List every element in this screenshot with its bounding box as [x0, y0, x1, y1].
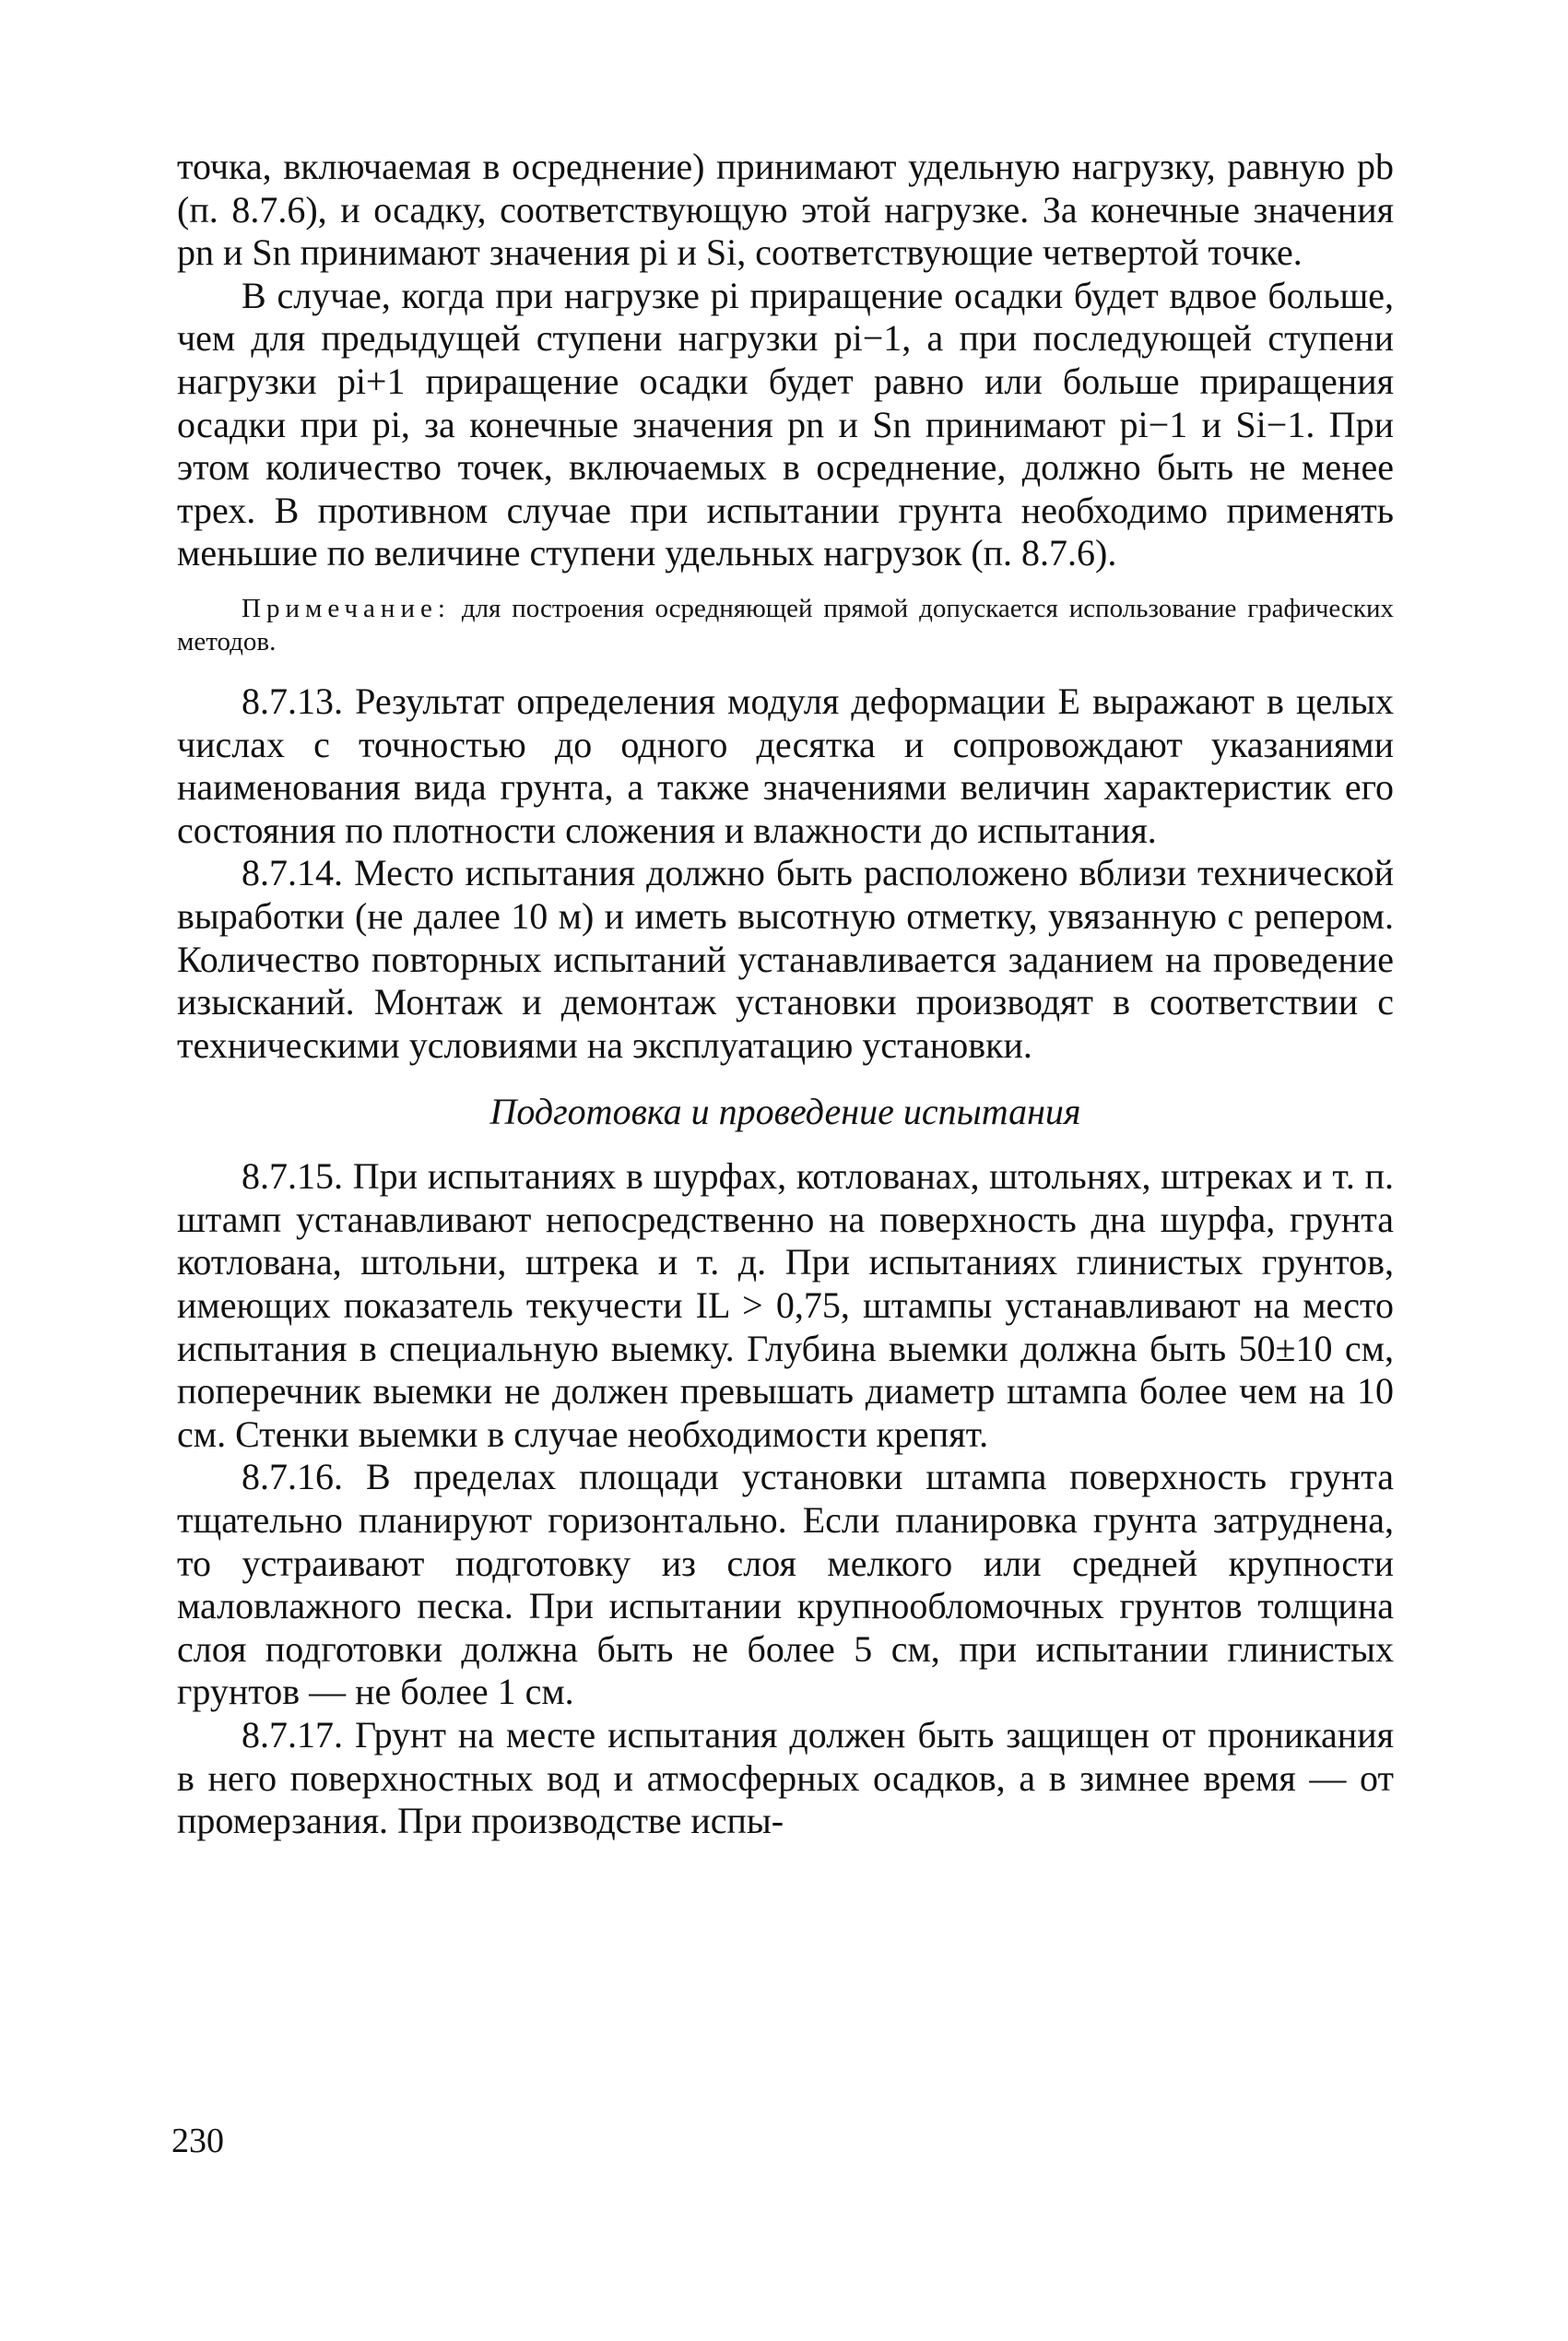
paragraph-8-7-15: 8.7.15. При испытаниях в шурфах, котлованах, штольнях, штреках и т. п. штамп устанавливают непосредственно на поверхность дна шурфа, грунта котлована, штольни, штрека и т. д. При испытаниях глинистых грунтов, имеющих показатель текучести IL > 0,75, штампы устанавливают на место испытания в специальную выемку. Глубина выемки должна быть 50±10 см, поперечник выемки не должен превышать диаметр штампа более чем на 10 см. Стенки выемки в случае необходимости крепят.: [177, 1155, 1394, 1455]
paragraph-8-7-17: 8.7.17. Грунт на месте испытания должен быть защищен от проникания в него поверхностных вод и атмосферных осадков, а в зимнее время — от промерзания. При производстве испы-: [177, 1714, 1394, 1842]
section-heading: Подготовка и проведение испытания: [489, 1091, 1081, 1133]
page-number: 230: [171, 2122, 224, 2160]
paragraph-settlement-increment: В случае, когда при нагрузке pi приращение осадки будет вдвое больше, чем для предыдущей ступени нагрузки pi−1, а при последующей ступени нагрузки pi+1 приращение осадки будет равно или больше приращения осадки при pi, за конечные значения pn и Sn принимают pi−1 и Si−1. При этом количество точек, включаемых в осреднение, должно быть не менее трех. В противном случае при испытании грунта необходимо применять меньшие по величине ступени удельных нагрузок (п. 8.7.6).: [177, 274, 1394, 574]
note-label: Примечание:: [242, 593, 451, 623]
note: [177, 592, 1394, 658]
paragraph-8-7-14: 8.7.14. Место испытания должно быть расположено вблизи технической выработки (не далее 10 м) и иметь высотную отметку, увязанную с репером. Количество повторных испытаний устанавливается заданием на проведение изысканий. Монтаж и демонтаж установки производят в соответствии с техническими условиями на эксплуатацию установки.: [177, 852, 1394, 1066]
paragraph-continuation: точка, включаемая в осреднение) принимают удельную нагрузку, равную pb (п. 8.7.6), и осадку, соответствующую этой нагрузке. За конечные значения pn и Sn принимают значения pi и Si, соответствующие четвертой точке.: [177, 146, 1394, 274]
paragraph-8-7-13: 8.7.13. Результат определения модуля деформации E выражают в целых числах с точностью до одного десятка и сопровождают указаниями наименования вида грунта, а также значениями величин характеристик его состояния по плотности сложения и влажности до испытания.: [177, 680, 1394, 851]
paragraph-8-7-16: 8.7.16. В пределах площади установки штампа поверхность грунта тщательно планируют горизонтально. Если планировка грунта затруднена, то устраивают подготовку из слоя мелкого или средней крупности маловлажного песка. При испытании крупнообломочных грунтов толщина слоя подготовки должна быть не более 5 см, при испытании глинистых грунтов — не более 1 см.: [177, 1456, 1394, 1713]
page-body: [177, 146, 1394, 1843]
note-text: для построения осредняющей прямой допускается использование графических методов.: [177, 593, 1395, 656]
